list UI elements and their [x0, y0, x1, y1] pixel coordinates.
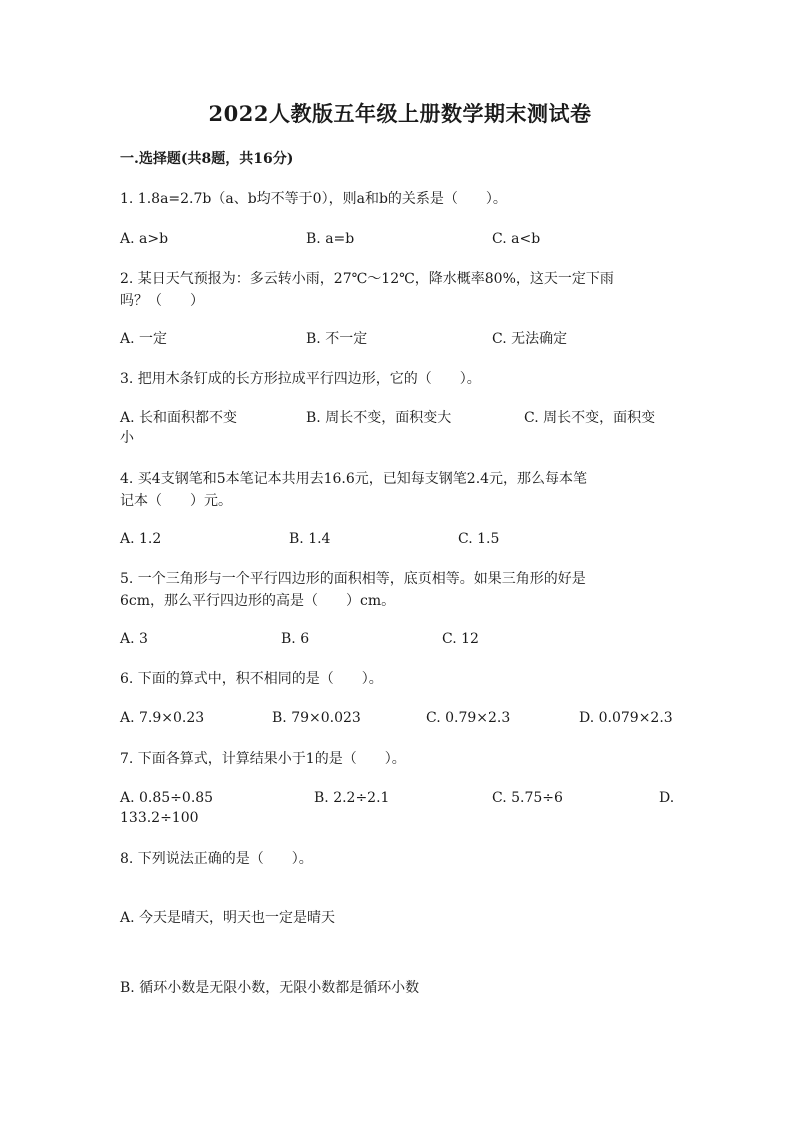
question-5-option-c: C. 12	[442, 631, 479, 647]
question-7-option-a: A. 0.85÷0.85	[120, 790, 214, 806]
question-3-option-b: B. 周长不变，面积变大	[306, 410, 452, 426]
question-7-stem: 7. 下面各算式，计算结果小于1的是（ ）。	[120, 751, 406, 767]
question-3-option-c-wrap: 小	[120, 430, 134, 446]
question-5-stem-line-2: 6cm，那么平行四边形的高是（ ）cm。	[120, 593, 396, 609]
question-1-option-c: C. a<b	[492, 231, 541, 247]
question-5-stem-line-1: 5. 一个三角形与一个平行四边形的面积相等，底页相等。如果三角形的好是	[120, 571, 586, 587]
question-6-option-c: C. 0.79×2.3	[426, 710, 511, 726]
section-heading: 一.选择题(共8题，共16分)	[120, 151, 294, 167]
question-7-option-c: C. 5.75÷6	[492, 790, 563, 806]
question-3-option-c: C. 周长不变，面积变	[524, 410, 656, 426]
question-4-option-c: C. 1.5	[458, 531, 500, 547]
question-6-option-d: D. 0.079×2.3	[579, 710, 673, 726]
question-2-option-b: B. 不一定	[306, 331, 368, 347]
question-4-option-b: B. 1.4	[289, 531, 331, 547]
question-4-stem-line-1: 4. 买4支钢笔和5本笔记本共用去16.6元，已知每支钢笔2.4元，那么每本笔	[120, 471, 588, 487]
question-5-option-a: A. 3	[120, 631, 148, 647]
question-8-option-a: A. 今天是晴天，明天也一定是晴天	[120, 910, 336, 926]
question-2-option-a: A. 一定	[120, 331, 168, 347]
question-6-option-a: A. 7.9×0.23	[120, 710, 205, 726]
page-title: 2022人教版五年级上册数学期末测试卷	[208, 101, 592, 126]
question-2-option-c: C. 无法确定	[492, 331, 568, 347]
question-3-stem: 3. 把用木条钉成的长方形拉成平行四边形，它的（ ）。	[120, 371, 481, 387]
question-1-option-a: A. a>b	[120, 231, 169, 247]
question-5-option-b: B. 6	[281, 631, 310, 647]
question-6-stem: 6. 下面的算式中，积不相同的是（ ）。	[120, 671, 383, 687]
question-1-stem: 1. 1.8a=2.7b（a、b均不等于0），则a和b的关系是（ ）。	[120, 191, 507, 207]
question-2-stem-line-1: 2. 某日天气预报为：多云转小雨，27℃～12℃，降水概率80%，这天一定下雨	[120, 271, 614, 287]
question-1-option-b: B. a=b	[306, 231, 355, 247]
question-6-option-b: B. 79×0.023	[272, 710, 361, 726]
question-8-option-b: B. 循环小数是无限小数，无限小数都是循环小数	[120, 980, 420, 996]
question-4-option-a: A. 1.2	[120, 531, 162, 547]
question-7-option-b: B. 2.2÷2.1	[314, 790, 390, 806]
question-7-option-d-wrap: 133.2÷100	[120, 810, 199, 826]
question-7-option-d: D.	[659, 790, 675, 806]
question-3-option-a: A. 长和面积都不变	[120, 410, 238, 426]
question-8-stem: 8. 下列说法正确的是（ ）。	[120, 851, 313, 867]
question-2-stem-line-2: 吗？（ ）	[120, 293, 204, 309]
question-4-stem-line-2: 记本（ ）元。	[120, 493, 232, 509]
